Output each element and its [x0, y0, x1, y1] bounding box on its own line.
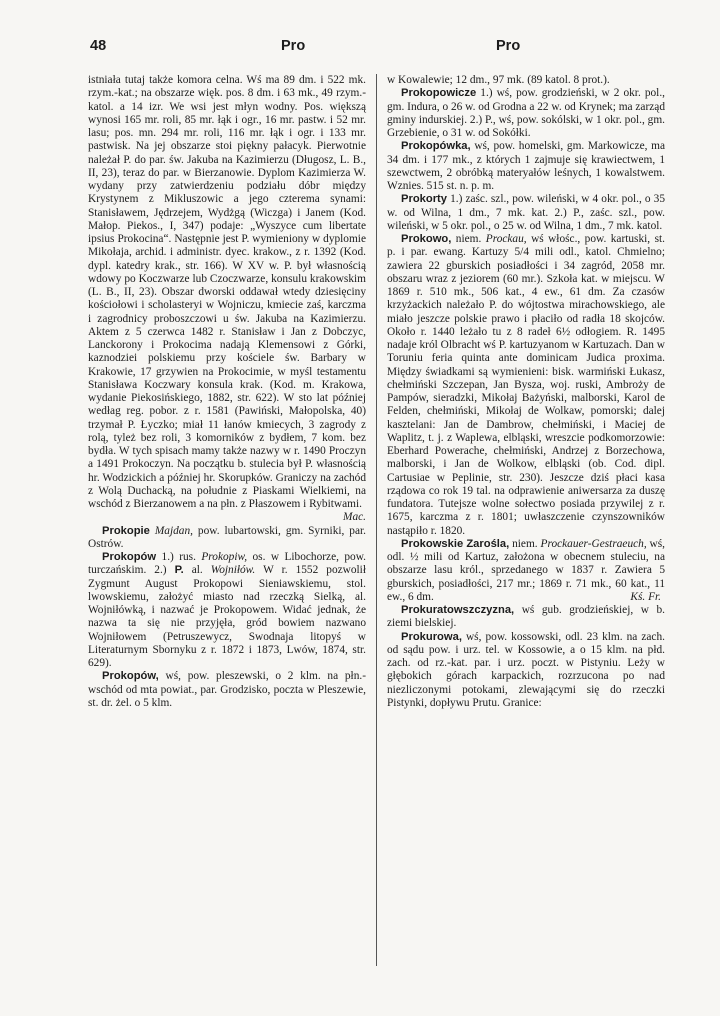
- entry-headword: Prokuratowszczyzna,: [401, 604, 515, 616]
- entry-text: os. w Libochorze, pow. turczańskim. 2.): [88, 551, 367, 577]
- dictionary-entry: [88, 551, 366, 670]
- column-divider: [376, 74, 377, 966]
- entry-text: wś, pow. kossowski, odl. 23 klm. na zach. od sądu pow. i urz. tel. w Kossowie, a o 15 klm. na płd. zach. od rz.-kat. par. i urz. poczt. w Pistyniu. Leży w głębokich górach karpackich, rozrzucona po nad niezliczonymi potokami, zlewającymi się do rzeczki Pistynki, dopływu Prutu. Granice:: [387, 630, 665, 709]
- entry-text: 1.) zaśc. szl., pow. wileński, w 4 okr. pol., o 35 w. od Wilna, 1 dm., 7 mk. kat. 2.) P., zaśc. szl., pow. wileński, w 5 okr. pol., o 25 w. od Wilna, 1 dm., 7 mk. katol.: [387, 193, 665, 232]
- dictionary-entry: [387, 631, 665, 711]
- author-signature: Mac.: [343, 511, 366, 524]
- prokocim-entry-continuation: [88, 74, 366, 511]
- running-header: [88, 38, 660, 60]
- entry-headword: Prokowo,: [401, 233, 452, 245]
- entry-headword: Prokopówka,: [401, 140, 471, 153]
- dictionary-entry: [88, 670, 366, 710]
- dictionary-entry: [387, 193, 665, 233]
- entry-text: wś, pow. pleszewski, o 2 klm. na płn.-wschód od mta powiat., par. Grodzisko, poczta w Pleszewie, st. dr. żel. o 5 klm.: [88, 670, 366, 709]
- text-columns: [88, 74, 665, 974]
- entry-headword: Prokopowicze: [401, 87, 477, 100]
- entry-headword: Prokorty: [401, 193, 448, 206]
- dictionary-entry: [88, 525, 366, 552]
- entry-text: 1.) wś, pow. grodzieński, w 2 okr. pol., gm. Indura, o 26 w. od Grodna a 22 w. od Krynek; ma zarząd gminy indurskiej. 2.) P., wś, pow. sokólski, w 1 okr. pol., gm. Grzebienie, o 31 w. od Sokółki.: [387, 87, 665, 139]
- entry-text: wś gub. grodzieńskiej, w b. ziemi bielskiej.: [387, 604, 665, 630]
- entry-text: wś włośc., pow. kartuski, st. p. i par. ewang. Kartuzy 5/4 mili odl., katol. Chmielno; zawiera 22 gburskich posiadłości i 34 zagród, 2058 mr. obszaru wraz z jeziorem (60 mr.). Szkoła kat. w miejscu. W 1869 r. 510 mk., 506 kat., 4 ew., 61 dm. Za czasów krzyżackich należało P. do wójtostwa mirachowskiego, ale miało jeszcze polskie prawo i płaciło od radła 18 skojców. Około r. 1440 leżało tu z 8 radeł 6½ odłogiem. R. 1495 nadaje król Olbracht wś P. kartuzyanom w Kartuzach. Dan w Toruniu feria quinta ante dominicam Judica proxima. Między świadkami są wymienieni: bisk. warmiński Łukasz, chełmiński Szczepan, Jan Bysza, woj. ruski, Ambroży de Pampów, sieradzki, Mikołaj Bażyński, malborski, Karol de Felden, chełmiński, Mikołaj de Wolkaw, pomorski; dalej kasztelani: Jan de Dambrow, chełmiński, i Maciej de Waplitz, t. j. z Waplewa, elbląski, wreszcie podkomorzowie: Eberhard Powerache, chełmiński, Andrzej z Borzechowa, malborski, i Jan de Wolkow, elbląski (ob. Cod. dipl. Cartusiae w Peplinie, str. 230). Jeszcze dziś płaci kasa rządowa co rok 19 tal. na odprawienie aniwersarza za duszę fundatora. Tutejsze wolne sołectwo posiada przywilej z r. 1675, karczma z r. 1801; uwłaszczenie czynszowników nastąpiło r. 1820.: [387, 233, 665, 537]
- entry-variant: Prockau,: [485, 233, 527, 245]
- entry-variant: Majdan,: [154, 524, 193, 537]
- left-running-head: Pro: [281, 38, 306, 54]
- entry-headword: Prokopie: [102, 524, 150, 537]
- left-column: [88, 74, 366, 974]
- entry-variant: Prokopiw,: [201, 551, 248, 563]
- entry-text: niem.: [512, 537, 538, 550]
- author-signature: Kś. Fr.: [630, 590, 661, 603]
- dictionary-entry: [387, 140, 665, 193]
- entry-variant: Wojniłów.: [210, 564, 256, 577]
- entry-text: wś, odl. ½ mili od Kartuz, założona w obecnem stuleciu, na obszarze lasu król., sprzedanego w 1837 r. Zawiera 5 gburskich, posiadłości, 217 mr.; 1869 r. 71 mk., 60 kat., 11 ew., 6 dm.: [387, 537, 665, 603]
- entry-headword: Prokopów,: [102, 670, 159, 683]
- entry-text: istniała tutaj także komora celna. Wś ma 89 dm. i 522 mk. rzym.-kat.; na obszarze więk. pos. 8 dm. i 63 mk., 49 rzym.-katol. a 14 izr. We wsi jest młyn wodny. Pos. większą wynosi 165 mr. roli, 85 mr. łąk i ogr., 16 mr. pastw. i 52 mr. lasu; pos. mn. 294 mr. roli, 116 mr. łąk i ogr. i 133 mr. pastwisk. Na jej obszarze stoi piękny pałacyk. Pierwotnie należał P. do par. św. Jakuba na Kazimierzu (Długosz, L. B., II, 23), teraz do par. w Bierzanowie. Dyplom Kazimierza W. wydany przy zatwierdzeniu podziału dóbr między Krystynem z Mikluszowic a jego czterema synami: Stanisławem, Jędrzejem, Wydżgą (Wiczga) i Janem (Kod. Małop. Piekos., I, 347) podaje: „Wyszyce cum libertate ipsius Prokocina“. Następnie jest P. wymieniony w dyplomie Mikołaja, archid. i administr. dyec. krakow., z r. 1392 (Kod. dypl. katedry krak., str. 166). W XV w. P. był własnością wdowy po Koczwarze lub Czoczwarze, konsulu krakowskim (L. B., II, 23). Obszar dworski oddawał wtedy dziesięciny kościołowi i scholasteryi w Wojniczu, kmiecie zaś, karczma i zagrodnicy proboszczowi u św. Jakuba na Kazimierzu. Aktem z 5 czerwca 1482 r. Stanisław i Jan z Dobczyc, Lanckorony i Prokocima nadają Klemensowi z Górki, kaznodziei polskiemu przy kościele św. Barbary w Krakowie, 17 grzywien na Prokocimie, w myśl testamentu Stanisława Koczwary konsula krak. (Kod. m. Krakowa, wydanie Piekosińskiego, 1882, str. 622). W sto lat później wedłag reg. pobor. z r. 1581 (Pawiński, Małopolska, 40) trzymał P. Łyczko; miał 11 łanów kmiecych, 3 zagrody z rolą, tyleż bez roli, 3 komorników z bydłem, 7 kom. bez bydła. W tych spisach mamy także nazwy w r. 1490 Proczyn a 1491 Prokoczyn. Na początku b. stulecia był P. własnością hr. Wodzickich a później hr. Skorupków. Graniczy na zachód z Wolą Duchacką, na południe z Piaskami Wielkiemi, na wschód z Bierzanowem a na płn. z Płaszowem i Rybitwami.: [88, 74, 366, 510]
- entry-text: W r. 1552 pozwolił Zygmunt August Prokopowi Sieniawskiemu, stol. lwowskiemu, założyć miasto nad rzeczką Sielką, al. Wojniłówką, i nazwać je Prokopowem. Widać jednak, że nazwa ta się nie przyjęła, gród bowiem nazwano Wojniłowem (Petruszewycz, Swodnaja litopyś w Literaturnym Sbornyku z r. 1872 i 1873, Lwów, 1874, str. 629).: [88, 564, 366, 669]
- entry-headword: Prokurowa,: [401, 630, 462, 643]
- entry-text: 1.) rus.: [161, 551, 196, 563]
- right-running-head: Pro: [496, 38, 521, 54]
- dictionary-entry: [387, 233, 665, 538]
- right-column: [387, 74, 665, 974]
- entry-text: wś, pow. homelski, gm. Markowicze, ma 34 dm. i 177 mk., z których 1 zajmuje się krawiectwem, 1 szewctwem, 2 obróbką materyałów leśnych, 1 kowalstwem. Wznies. 515 st. n. p. m.: [387, 140, 665, 192]
- entry-text: w Kowalewie; 12 dm., 97 mk. (89 katol. 8 prot.).: [387, 74, 610, 86]
- entry-variant: Prockauer-Gestraeuch,: [540, 537, 647, 550]
- entry-abbrev: P.: [174, 564, 184, 577]
- entry-text: pow. lubartowski, gm. Syrniki, par. Ostrów.: [88, 524, 366, 550]
- dictionary-entry: [387, 87, 665, 140]
- entry-text: niem.: [455, 233, 482, 245]
- page-number: 48: [90, 38, 107, 54]
- dictionary-entry: [387, 604, 665, 631]
- entry-continuation: [387, 74, 665, 87]
- entry-headword: Prokowskie Zarośla,: [401, 537, 510, 550]
- dictionary-entry: [387, 538, 665, 604]
- entry-text: al.: [191, 564, 203, 577]
- entry-headword: Prokopów: [102, 551, 157, 563]
